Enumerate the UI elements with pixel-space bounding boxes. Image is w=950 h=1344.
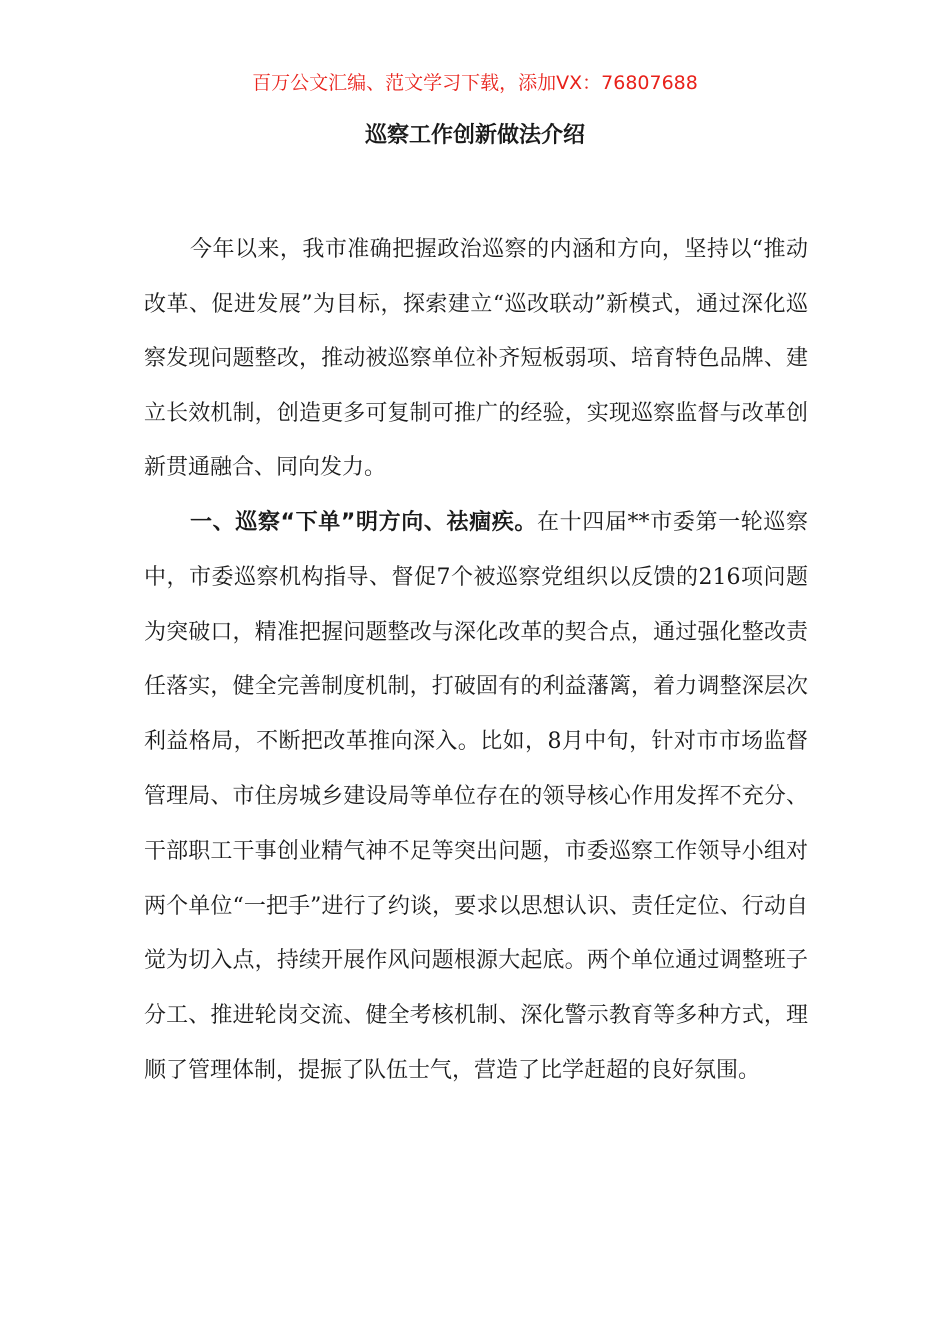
section-1-body-a: 在十四届**市委第一轮巡察中，市委巡察机构指导、督促7个被巡察党组织以反馈的216项问题为突破口，精准把握问题整改与深化改革的契合点，通过强化整改责任落实，健全完善制度机制，打破固有的利益藩篱，着力调整深层次利益格局，不断把改革推向深入。 <box>144 510 808 755</box>
intro-paragraph: 今年以来，我市准确把握政治巡察的内涵和方向，坚持以“推动改革、促进发展”为目标，探索建立“巡改联动”新模式，通过深化巡察发现问题整改，推动被巡察单位补齐短板弱项、培育特色品牌、建立长效机制，创造更多可复制可推广的经验，实现巡察监督与改革创新贯通融合、同向发力。 <box>144 237 808 480</box>
section-1-paragraph <box>144 496 808 1099</box>
section-1-body-b: 比如，8月中旬，针对市市场监督管理局、市住房城乡建设局等单位存在的领导核心作用发挥不充分、干部职工干事创业精气神不足等突出问题，市委巡察工作领导小组对两个单位“一把手”进行了约谈，要求以思想认识、责任定位、行动自觉为切入点，持续开展作风问题根源大起底。两个单位通过调整班子分工、推进轮岗交流、健全考核机制、深化警示教育等多种方式，理顺了管理体制，提振了队伍士气，营造了比学赶超的良好氛围。 <box>144 729 808 1083</box>
header-watermark-note: 百万公文汇编、范文学习下载，添加VX：76807688 <box>252 72 698 94</box>
document-title: 巡察工作创新做法介绍 <box>364 123 585 148</box>
section-1-heading: 一、巡察“下单”明方向、祛痼疾。 <box>190 510 538 535</box>
